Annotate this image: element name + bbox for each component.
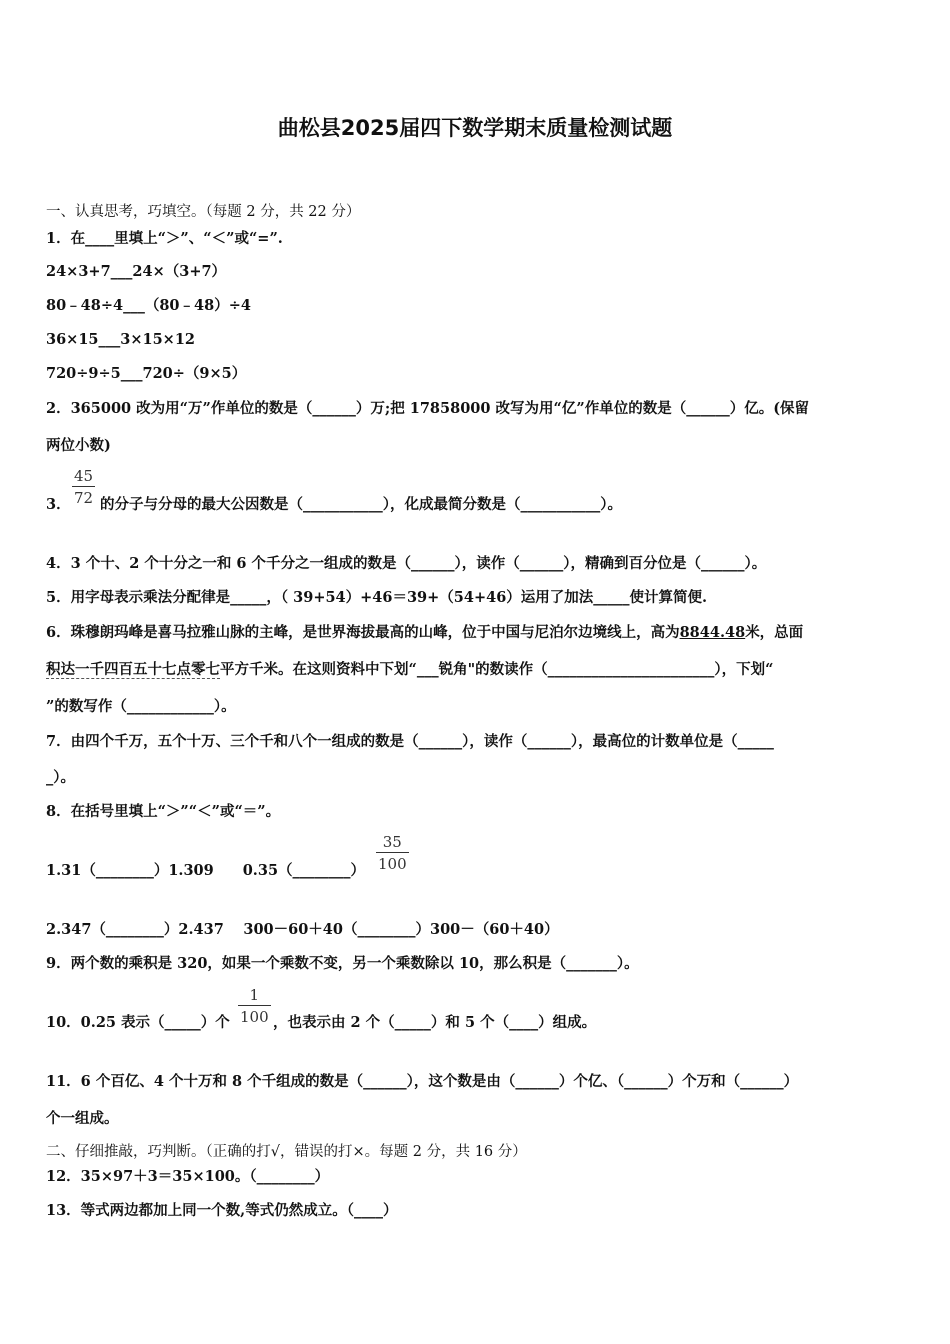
q2-line1: 2．365000 改为用“万”作单位的数是（______）万;把 17858000 改写为用“亿”作单位的数是（______）亿。(保留 (46, 400, 810, 417)
q8-stem: 8．在括号里填上“＞”“＜”或“＝”。 (46, 803, 281, 820)
q6-line1-tail: 米，总面 (745, 624, 804, 641)
fraction-bar (238, 1005, 271, 1006)
q8-fraction-numerator: 35 (382, 833, 402, 851)
fraction-bar (376, 852, 409, 853)
q10-fraction-numerator: 1 (249, 986, 260, 1004)
q4: 4．3 个十、2 个十分之一和 6 个千分之一组成的数是（______），读作（______），精确到百分位是（______）。 (46, 555, 767, 572)
q1-b: 80﹣48÷4___（80﹣48）÷4 (46, 297, 251, 314)
section-1-heading: 一、认真思考，巧填空。（每题 2 分，共 22 分） (46, 204, 361, 220)
q3-fraction (72, 467, 95, 507)
q9: 9．两个数的乘积是 320，如果一个乘数不变，另一个乘数除以 10，那么积是（_______）。 (46, 955, 639, 972)
q8-row1: 1.31（________）1.309 0.35（________） (46, 862, 366, 879)
q6-line1 (46, 623, 803, 643)
q10-prefix: 10．0.25 表示（_____）个 (46, 1014, 230, 1031)
q1-a: 24×3+7___24×（3+7） (46, 263, 227, 280)
q1-stem: 1．在____里填上“＞”、“＜”或“=”. (46, 230, 283, 247)
q10-suffix: ，也表示由 2 个（_____）和 5 个（____）组成。 (273, 1014, 597, 1031)
q6-line1-text: 6．珠穆朗玛峰是喜马拉雅山脉的主峰，是世界海拔最高的山峰，位于中国与尼泊尔边境线上，高为 (46, 624, 680, 641)
q6-underlined-area: 积达一千四百五十七点零七 (46, 661, 220, 678)
q6-line3: ”的数写作（____________）。 (46, 698, 236, 715)
q10-fraction-denominator: 100 (240, 1008, 269, 1026)
q10-fraction (238, 986, 271, 1026)
q12: 12．35×97＋3＝35×100。（________） (46, 1168, 330, 1185)
q6-line2 (46, 660, 773, 680)
section-2-heading: 二、仔细推敲，巧判断。（正确的打√，错误的打×。每题 2 分，共 16 分） (46, 1144, 527, 1160)
fraction-bar (72, 486, 95, 487)
q3-fraction-denominator: 72 (74, 489, 94, 507)
q11-line2: 个一组成。 (46, 1110, 119, 1127)
q13: 13．等式两边都加上同一个数,等式仍然成立。（____） (46, 1202, 398, 1219)
q11-line1: 11．6 个百亿、4 个十万和 8 个千组成的数是（______），这个数是由（______）个亿、（______）个万和（______） (46, 1073, 799, 1090)
q8-fraction (376, 833, 409, 873)
q8-row2: 2.347（________）2.437 300－60＋40（________）300－（60＋40） (46, 921, 559, 938)
q3-prefix: 3． (46, 496, 71, 513)
q1-d: 720÷9÷5___720÷（9×5） (46, 365, 247, 382)
q3-text: 的分子与分母的最大公因数是（___________），化成最简分数是（___________）。 (100, 496, 622, 513)
q6-line2-text: 平方千米。在这则资料中下划“___锐角"的数读作（_______________________），下划“ (220, 661, 774, 678)
q5: 5．用字母表示乘法分配律是_____，（ 39+54）+46＝39+（54+46）运用了加法_____使计算简便. (46, 589, 708, 606)
q1-c: 36×15___3×15×12 (46, 331, 196, 348)
q8-fraction-denominator: 100 (378, 855, 407, 873)
q7-line2: _）。 (46, 769, 75, 786)
q7-line1: 7．由四个千万，五个十万、三个千和八个一组成的数是（______），读作（______），最高位的计数单位是（_____ (46, 733, 774, 750)
q2-line2: 两位小数) (46, 437, 111, 454)
page-title: 曲松县2025届四下数学期末质量检测试题 (277, 116, 673, 140)
q3-fraction-numerator: 45 (74, 467, 94, 485)
q6-underlined-height: 8844.48 (679, 624, 746, 641)
